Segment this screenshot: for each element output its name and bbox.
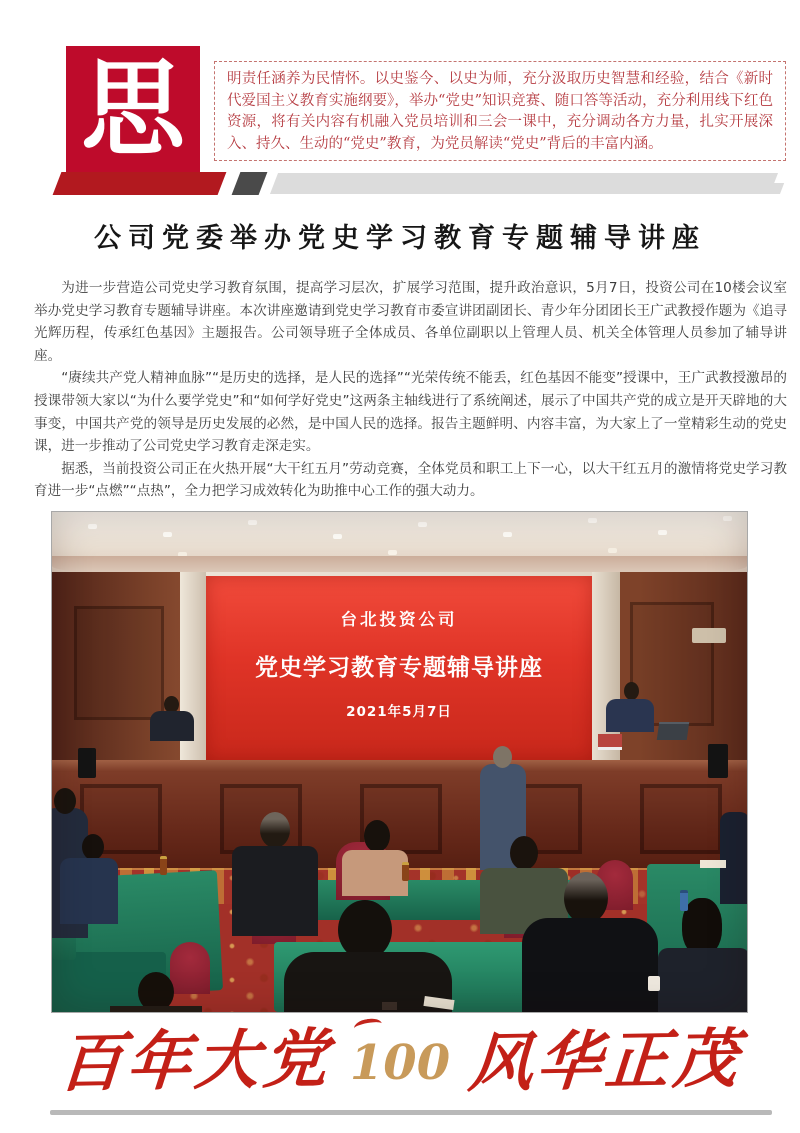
slogan-right-text: 风华正茂	[466, 1021, 745, 1102]
water-bottle	[680, 890, 688, 911]
right-speaker-head	[624, 682, 639, 700]
divider-dark-bar	[232, 172, 268, 195]
divider-red-bar	[53, 172, 227, 195]
audience-member	[60, 858, 118, 924]
audience-member	[720, 812, 748, 904]
article-body	[34, 277, 787, 503]
standing-attendee-head	[493, 746, 512, 768]
anniversary-slogan	[0, 1016, 800, 1108]
right-speaker-body	[606, 699, 654, 732]
audience-member	[110, 1006, 202, 1013]
rostrum-panel	[640, 784, 722, 854]
audience-member-head	[510, 836, 538, 870]
left-speaker-body	[150, 711, 194, 741]
masthead-intro-text: 明责任涵养为民情怀。以史鉴今、以史为师，充分汲取历史智慧和经验，结合《新时代爱国主义教育实施纲要》，举办“党史”知识竞赛、随口答等活动，充分利用线下红色资源，将有关内容有机融入党员培训和三会一课中，充分调动各方力量，扎实开展深入、持久、生动的“党史”教育，为党员解读“党史”背后的丰富内涵。	[227, 71, 773, 152]
screen-date: 2021年5月7日	[346, 704, 452, 720]
masthead-logo: 思	[66, 46, 200, 172]
audience-member-head	[54, 788, 76, 814]
screen-lecture-title: 党史学习教育专题辅导讲座	[255, 655, 543, 681]
article-title: 公司党委举办党史学习教育专题辅导讲座	[94, 223, 706, 254]
led-screen	[206, 576, 592, 764]
paper-cup	[648, 976, 660, 991]
rostrum-panel	[220, 784, 302, 854]
audience-member	[658, 948, 748, 1013]
phone	[382, 1002, 397, 1010]
anniversary-100-logo: 100	[350, 1017, 450, 1109]
article-paragraph-2: “赓续共产党人精神血脉”“是历史的选择，是人民的选择”“光荣传统不能丢，红色基因不能变”授课中，王广武教授激昂的授课带领大家以“为什么要学党史”和“如何学好党史”这两条主轴线进行了系统阐述，展示了中国共产党的成立是开天辟地的大事变，中国共产党的领导是历史发展的必然，是中国人民的选择。报告主题鲜明、内容丰富，为大家上了一堂精彩生动的党史课，进一步推动了公司党史学习教育走深走实。	[34, 370, 787, 455]
audio-speaker-right	[708, 744, 728, 778]
name-card	[598, 734, 622, 750]
water-bottle	[160, 856, 167, 875]
ceiling-lights	[88, 524, 97, 529]
rostrum-top	[52, 760, 747, 772]
red-chair	[170, 942, 210, 994]
divider-gray-bar	[270, 173, 778, 194]
audience-member-head	[338, 900, 392, 960]
audience-member-head	[82, 834, 104, 860]
slogan-left-text: 百年大党	[56, 1021, 334, 1102]
audience-member-head	[260, 812, 290, 848]
audio-speaker-left	[78, 748, 96, 778]
laptop	[657, 722, 690, 740]
masthead-intro-box	[214, 61, 786, 161]
audience-member	[232, 846, 318, 936]
screen-company-name: 台北投资公司	[340, 610, 458, 629]
audience-member	[342, 850, 408, 896]
conference-photo	[51, 511, 748, 1013]
bottom-rule	[50, 1110, 772, 1115]
water-bottle	[402, 862, 409, 881]
article-paragraph-3: 据悉，当前投资公司正在火热开展“大干红五月”劳动竞赛，全体党员和职工上下一心，以大干红五月的激情将党史学习教育进一步“点燃”“点热”，全力把学习成效转化为助推中心工作的强大动力。	[34, 460, 787, 500]
section-divider	[0, 172, 800, 198]
audience-member-head	[364, 820, 390, 852]
wall-vent	[692, 628, 726, 643]
audience-member-head	[564, 872, 608, 924]
document-sheet	[700, 860, 726, 868]
right-wood-wall	[612, 572, 747, 770]
audience-member	[522, 918, 658, 1013]
article-paragraph-1: 为进一步营造公司党史学习教育氛围，提高学习层次，扩展学习范围，提升政治意识，5月7日，投资公司在10楼会议室举办党史学习教育专题辅导讲座。本次讲座邀请到党史学习教育市委宣讲团副团长、青少年分团团长王广武教授作题为《追寻光辉历程，传承红色基因》主题报告。公司领导班子全体成员、各单位副职以上管理人员、机关全体管理人员参加了辅导讲座。	[34, 280, 787, 364]
